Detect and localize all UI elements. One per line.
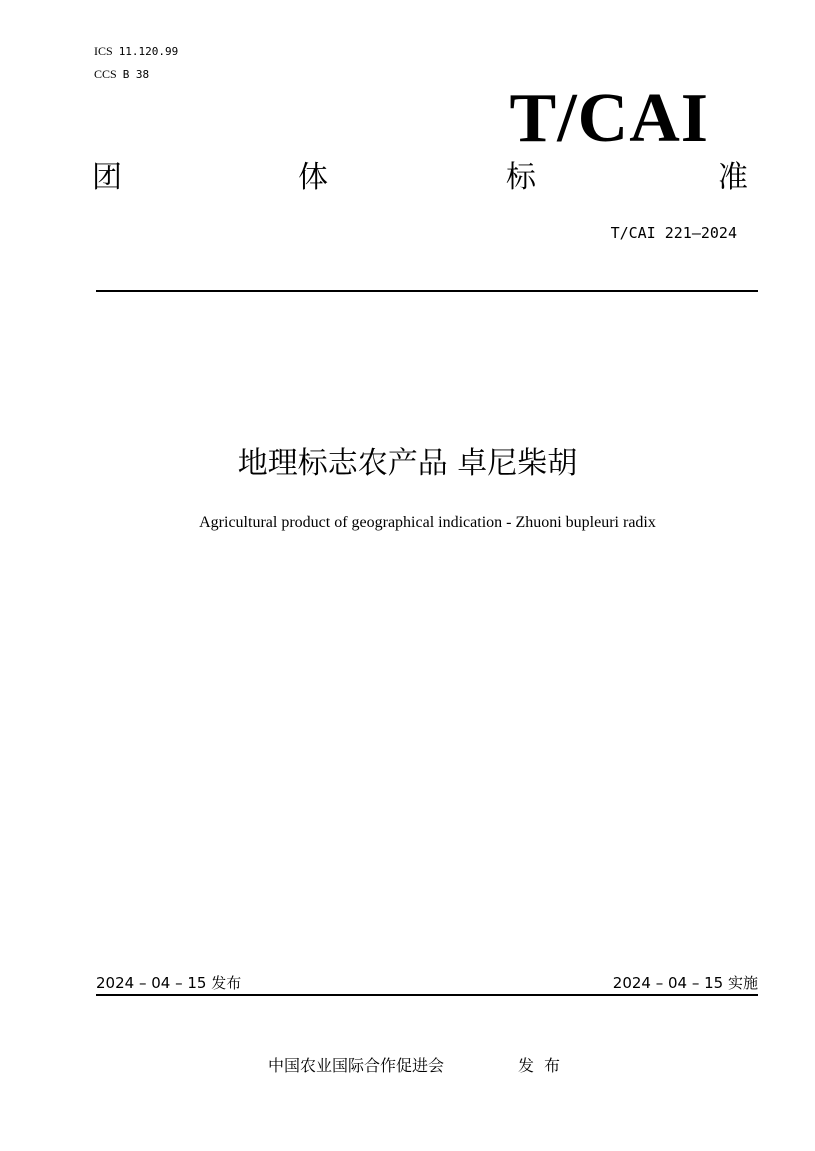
bottom-divider — [96, 994, 758, 996]
issue-date: 2024 – 04 – 15 发布 — [96, 974, 242, 992]
title-chinese: 地理标志农产品 卓尼柴胡 — [237, 446, 578, 481]
implementation-date: 2024 – 04 – 15 实施 — [612, 974, 758, 992]
top-divider — [96, 290, 758, 292]
publisher-name: 中国农业国际合作促进会 — [268, 1056, 445, 1075]
publish-label: 发布 — [518, 1056, 571, 1075]
standard-type-char-1: 团 — [92, 160, 122, 195]
ics-code-line — [94, 40, 178, 63]
tcai-logo: T/CAI — [509, 80, 709, 157]
ics-value: 11.120.99 — [118, 45, 179, 58]
standard-type-char-2: 体 — [298, 160, 328, 195]
ccs-value: B 38 — [122, 68, 150, 81]
title-english: Agricultural product of geographical indication - Zhuoni bupleuri radix — [199, 514, 656, 531]
standard-type-char-3: 标 — [506, 160, 536, 195]
ics-label: ICS — [94, 44, 113, 58]
classification-codes — [94, 40, 178, 86]
ccs-code-line — [94, 63, 178, 86]
standard-number: T/CAI 221—2024 — [610, 224, 737, 242]
ccs-label: CCS — [94, 67, 117, 81]
standard-type-char-4: 准 — [718, 160, 748, 195]
